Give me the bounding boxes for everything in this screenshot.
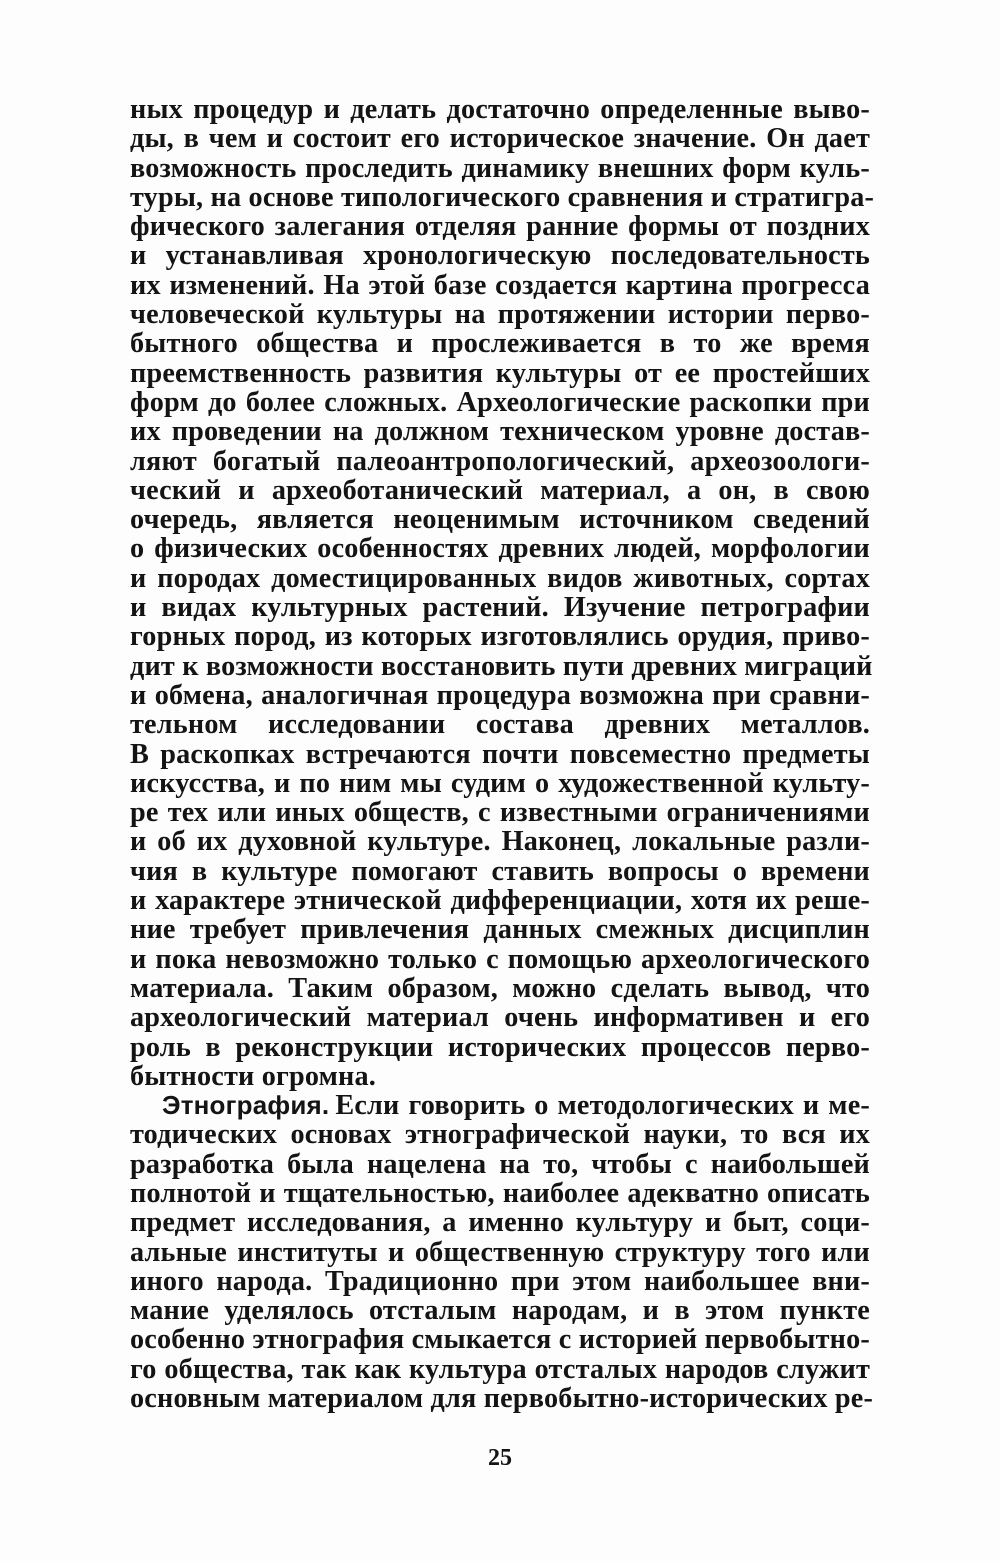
text-line: разработка была нацелена на то, чтобы с наибольшей [130, 1148, 870, 1180]
text-line: горных пород, из которых изготовлялись орудия, приво- [130, 621, 870, 653]
text-line: мание уделялось отсталым народам, и в этом пункте [130, 1295, 870, 1327]
text-line: и обмена, аналогичная процедура возможна при сравни- [130, 679, 870, 711]
text-line: тодических основах этнографической науки, то вся их [130, 1119, 870, 1151]
text-line: туры, на основе типологического сравнения и стратигра- [130, 181, 875, 213]
text-line: В раскопках встречаются почти повсеместно предметы [130, 738, 870, 770]
text-line: и устанавливая хронологическую последовательность [130, 240, 870, 272]
text-line: и об их духовной культуре. Наконец, локальные разли- [130, 826, 870, 858]
text-line: искусства, и по ним мы судим о художественной культу- [130, 767, 870, 799]
text-line: ческий и археоботанический материал, а он, в свою [130, 474, 870, 506]
text-line: человеческой культуры на протяжении истории перво- [130, 299, 870, 331]
text-line: предмет исследования, а именно культуру и быт, соци- [130, 1207, 870, 1239]
heading-line-rest: Если говорить о методологических и ме- [335, 1090, 870, 1122]
text-line: фического залегания отделяя ранние формы от поздних [130, 211, 870, 243]
text-line [130, 1091, 870, 1120]
text-line: и видах культурных растений. Изучение петрографии [130, 592, 870, 624]
text-line: альные институты и общественную структуру того или [130, 1236, 870, 1268]
text-line: и пока невозможно только с помощью археологического [130, 943, 870, 975]
text-line: очередь, является неоценимым источником сведений [130, 504, 870, 536]
text-line: го общества, так как культура отсталых народов служит [130, 1353, 870, 1385]
text-line: дит к возможности восстановить пути древних миграций [130, 650, 873, 682]
text-line: форм до более сложных. Археологические раскопки при [130, 386, 870, 418]
paragraph-2 [130, 1090, 874, 1415]
text-line: бытности огромна. [130, 1060, 377, 1092]
section-heading: Этнография. [162, 1090, 330, 1121]
text-line: основным материалом для первобытно-исторических ре- [130, 1383, 874, 1415]
text-line: археологический материал очень информативен и его [130, 1002, 870, 1034]
text-line: ды, в чем и состоит его историческое значение. Он дает [130, 123, 870, 155]
text-line: и породах доместицированных видов животных, сортах [130, 562, 870, 594]
text-line: полнотой и тщательностью, наиболее адекватно описать [130, 1177, 870, 1209]
text-line: чия в культуре помогают ставить вопросы о времени [130, 855, 870, 887]
page-number: 25 [488, 1445, 512, 1471]
text-line: преемственность развития культуры от ее простейших [130, 357, 870, 389]
text-line: особенно этнография смыкается с историей первобытно- [130, 1324, 870, 1356]
text-line: ние требует привлечения данных смежных дисциплин [130, 914, 870, 946]
text-line: иного народа. Традиционно при этом наибольшее вни- [130, 1265, 870, 1297]
text-line: ных процедур и делать достаточно определенные выво- [130, 94, 870, 125]
text-line: их изменений. На этой базе создается картина прогресса [130, 269, 870, 301]
text-line: тельном исследовании состава древних металлов. [130, 709, 870, 741]
text-line: и характере этнической дифференциации, хотя их реше- [130, 885, 870, 917]
text-line: роль в реконструкции исторических процессов перво- [130, 1031, 870, 1063]
text-line: ляют богатый палеоантропологический, археозоологи- [130, 445, 870, 477]
text-line: их проведении на должном техническом уровне достав- [130, 416, 870, 448]
body-text [130, 94, 875, 1415]
text-line: материала. Таким образом, можно сделать вывод, что [130, 972, 870, 1004]
text-line: возможность проследить динамику внешних форм куль- [130, 152, 870, 184]
text-line: о физических особенностях древних людей, морфологии [130, 533, 870, 565]
paragraph-1 [130, 94, 875, 1092]
text-line: ре тех или иных обществ, с известными ограничениями [130, 797, 870, 829]
text-line: бытного общества и прослеживается в то же время [130, 328, 870, 360]
